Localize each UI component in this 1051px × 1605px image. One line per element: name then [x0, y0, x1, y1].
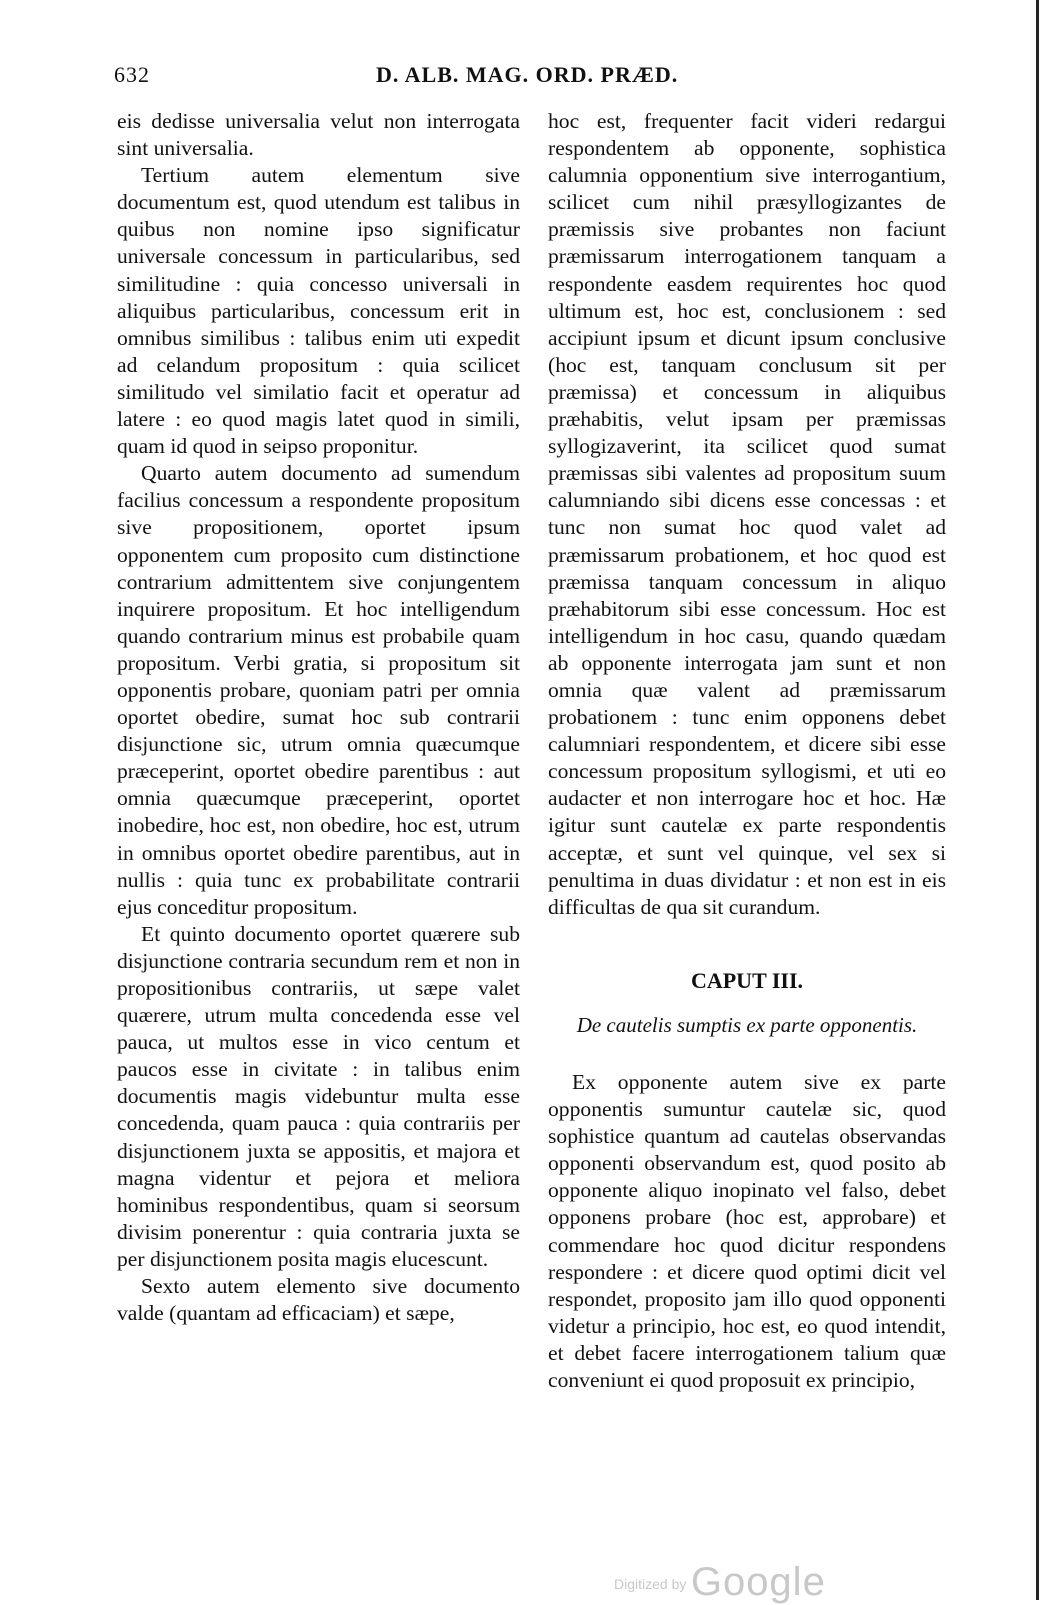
chapter-subtitle: De cautelis sumptis ex parte opponentis.	[576, 1012, 918, 1037]
left-paragraph-1: eis dedisse universalia velut non interrogata sint universalia.	[117, 109, 520, 161]
digitized-watermark	[614, 1560, 826, 1604]
left-paragraph-3: Quarto autem documento ad sumendum facilius concessum a respondente propositum sive propositionem, oportet ipsum opponentem cum proposito cum distinctione contrarium admittentem sive conjungentem inquirere propositum. Et hoc intelligendum quando contrarium minus est probabile quam propositum. Verbi gratia, si propositum sit opponentis probare, quoniam patri per omnia oportet obedire, sumat hoc sub contrarii disjunctione sic, utrum omnia quæcumque præceperint, oportet obedire parentibus : aut omnia quæcumque præceperint, oportet inobedire, hoc est, non obedire, hoc est, utrum in omnibus oportet obedire parentibus, aut in nullis : quia tunc ex probabilitate contrarii ejus conceditur propositum.	[117, 461, 520, 919]
right-paragraph-1: hoc est, frequenter facit videri redargui respondentem ab opponente, sophistica calumnia opponentium sive interrogantium, scilicet cum nihil præsyllogizantes de præmissis sive probantes non faciunt præmissarum interrogationem tanquam a respondente easdem requirentes hoc quod ultimum est, hoc est, conclusionem : sed accipiunt ipsum et dicunt ipsum conclusive (hoc est, tanquam conclusum sit per præmissa) et concessum in aliquibus præhabitis, velut ipsam per præmissas syllogizaverint, ita scilicet quod sumat præmissas sibi valentes ad propositum suum calumniando sibi dicens esse concessas : et tunc non sumat hoc quod valet ad præmissarum probationem, et hoc quod est præmissa tanquam concessum in aliquo præhabitorum sibi esse concessum. Hoc est intelligendum in hoc casu, quando quædam ab opponente interrogata jam sunt et non omnia quæ valent ad præmissarum probationem : tunc enim opponens debet calumniari respondentem, et dicere sibi esse concessum propositum syllogismi, et uti eo audacter et non interrogare hoc et hoc. Hæ igitur sunt cautelæ ex parte respondentis acceptæ, et sunt vel quinque, vel sex si penultima in duas dividatur : et non est in eis difficultas de qua sit curandum.	[548, 109, 946, 919]
page-header	[114, 62, 934, 92]
watermark-brand: Google	[690, 1560, 826, 1604]
right-column	[548, 108, 946, 1394]
left-paragraph-5: Sexto autem elemento sive documento valde (quantam ad efficaciam) et sæpe,	[117, 1274, 520, 1326]
right-paragraph-2: Ex opponente autem sive ex parte opponentis sumuntur cautelæ sic, quod sophistice quantum ad cautelas observandas opponenti observandum est, quod posito ab opponente aliquo inopinato vel falso, debet opponens probare (hoc est, approbare) et commendare hoc quod dicitur respondens respondere : et dicere quod optimi dicit vel respondet, proposito jam illo quod opponenti videtur a principio, hoc est, eo quod intendit, et debet facere interrogationem talium quæ conveniunt ei quod proposuit ex principio,	[548, 1070, 946, 1393]
left-paragraph-2: Tertium autem elementum sive documentum est, quod utendum est talibus in quibus non nomine ipso significatur universale concessum in particularibus, sed similitudine : quia concesso universali in aliquibus particularibus, concessum erit in omnibus similibus : talibus enim uti expedit ad celandum propositum : quia scilicet similitudo vel similatio facit et operatur ad latere : eo quod magis latet quod in simili, quam id quod in seipso proponitur.	[117, 163, 520, 459]
chapter-heading: CAPUT III.	[690, 967, 804, 993]
scan-edge-line	[1036, 0, 1039, 1600]
page-number: 632	[114, 62, 150, 87]
left-column	[117, 108, 520, 1327]
left-paragraph-4: Et quinto documento oportet quærere sub disjunctione contraria secundum rem et non in propositionibus contrariis, ut sæpe valet quærere, utrum multa concedenda esse vel pauca, ut multos esse in vico centum et paucos esse in civitate : in talibus enim documentis magis videbuntur multa esse concedenda, quam pauca : quia contrariis per disjunctionem juxta se appositis, et majora et magna videntur et pejora et meliora hominibus respondentibus, quam si seorsum divisim ponerentur : quia contraria juxta se per disjunctionem posita magis elucescunt.	[117, 921, 520, 1271]
watermark-prefix: Digitized by	[614, 1576, 687, 1592]
running-title: D. ALB. MAG. ORD. PRÆD.	[376, 62, 679, 87]
